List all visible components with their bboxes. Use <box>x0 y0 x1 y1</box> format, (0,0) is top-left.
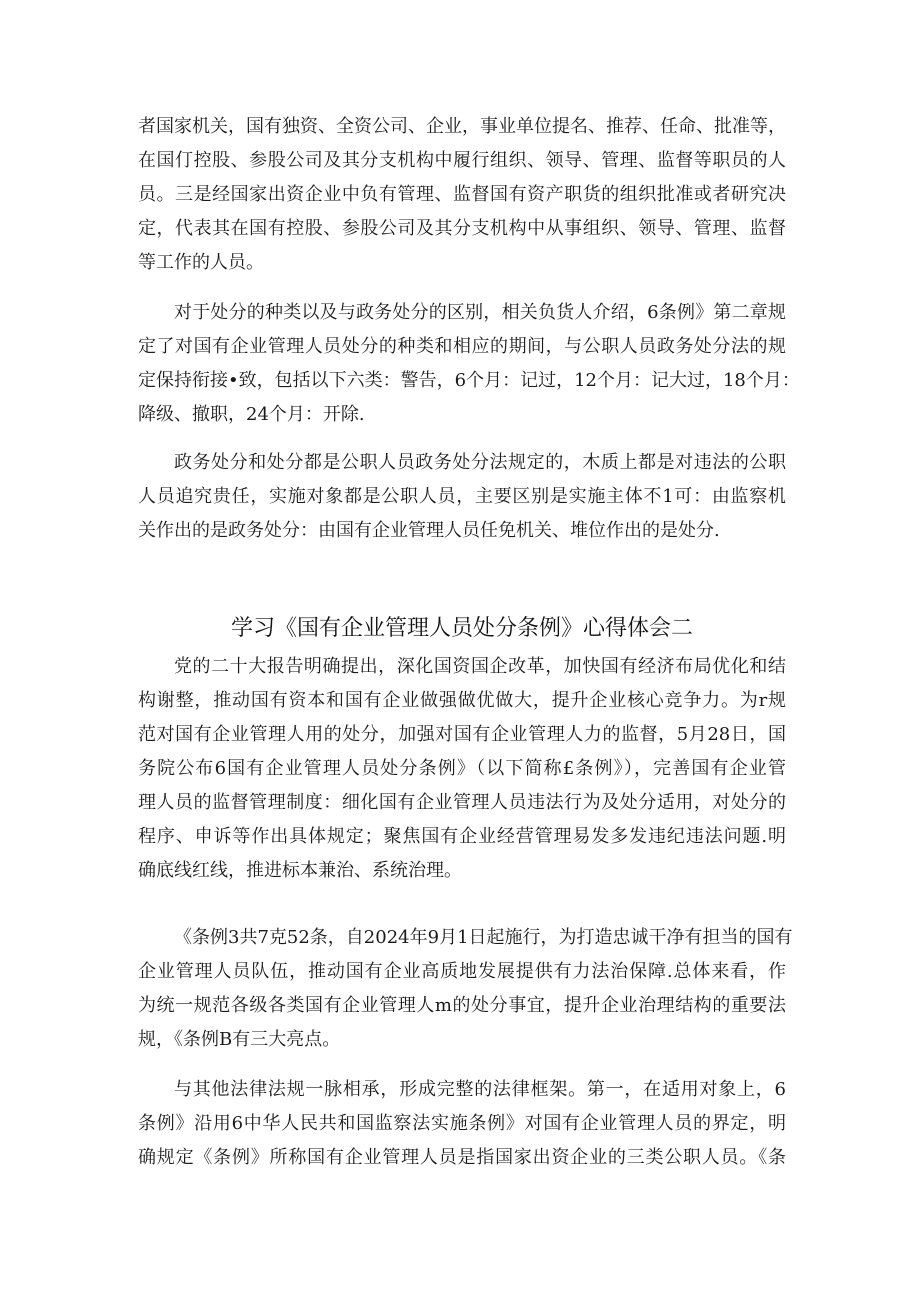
text-line: 程序、申诉等作出具体规定；聚焦国有企业经营管理易发多发违纪违法问题.明 <box>138 826 786 847</box>
text-line: 政务处分和处分都是公职人员政务处分法规定的，木质上都是对违法的公职 <box>174 452 786 473</box>
text-line: 确底线红线，推进标本兼治、系统治理。 <box>138 860 462 881</box>
text-line: 规，《条例B有三大亮点。 <box>138 1029 341 1050</box>
paragraph-5 <box>138 921 793 1057</box>
text-line: 理人员的监督管理制度：细化国有企业管理人员违法行为及处分适用，对处分的 <box>138 792 786 813</box>
text-line: 确规定《条例》所称国有企业管理人员是指国家出资企业的三类公职人员。《条 <box>138 1147 786 1168</box>
text-line: 在国仃控股、参股公司及其分支机构中履行组织、领导、管理、监督等职员的人 <box>138 150 786 171</box>
text-line: 员。三是经国家出资企业中负有管理、监督国有资产职货的组织批准或者研究决 <box>138 184 786 205</box>
text-line: 关作出的是政务处分：由国有企业管理人员任免机关、堆位作出的是处分. <box>138 520 720 541</box>
paragraph-3 <box>138 446 786 548</box>
text-line: 企业管理人员队伍，推动国有企业高质地发展提供有力法治保障.总体来看，作 <box>138 961 786 982</box>
text-line: 定了对国有企业管理人员处分的种类和相应的期间，与公职人员政务处分法的规 <box>138 336 786 357</box>
text-line: 条例》沿用6中华人民共和国监察法实施条例》对国有企业管理人员的界定，明 <box>138 1113 786 1134</box>
paragraph-2 <box>138 296 800 432</box>
paragraph-4 <box>138 650 786 888</box>
text-line: 降级、撤职，24个月：开除. <box>138 404 365 425</box>
text-line: 者国家机关，国有独资、全资公司、企业，事业单位提名、推荐、任命、批准等， <box>138 116 786 137</box>
text-line: 定，代表其在国有控股、参股公司及其分支机构中从事组织、领导、管理、监督 <box>138 218 786 239</box>
text-line: 为统一规范各级各类国有企业管理人m的处分事宜，提升企业治理结构的重要法 <box>138 995 786 1016</box>
section-heading: 学习《国有企业管理人员处分条例》心得体会二 <box>230 616 693 641</box>
text-line: 务院公布6国有企业管理人员处分条例》（以下简称£条例》），完善国有企业管 <box>138 758 786 779</box>
text-line: 与其他法律法规一脉相承，形成完整的法律框架。第一，在适用对象上，6 <box>174 1079 786 1100</box>
text-line: 人员追究贵任，实施对象都是公职人员，主要区别是实施主体不1可：由监察机 <box>138 486 786 507</box>
text-line: 对于处分的种类以及与政务处分的区别，相关负货人介绍，6条例》第二章规 <box>174 302 786 323</box>
text-line: 范对国有企业管理人用的处分，加强对国有企业管理人力的监督，5月28日，国 <box>138 724 786 745</box>
paragraph-6 <box>138 1073 786 1175</box>
text-line: 构谢整，推动国有资本和国有企业做强做优做大，提升企业核心竞争力。为r规 <box>138 690 786 711</box>
text-line: 《条例3共7克52条，自2024年9月1日起施行，为打造忠诚干净有担当的国有 <box>174 927 793 948</box>
text-line: 党的二十大报告明确提出，深化国资国企改革，加快国有经济布局优化和结 <box>174 656 786 677</box>
text-line: 等工作的人员。 <box>138 252 264 273</box>
paragraph-1 <box>138 110 786 280</box>
text-line: 定保持衔接•致，包括以下六类：警告，6个月：记过，12个月：记大过，18个月： <box>138 370 800 391</box>
